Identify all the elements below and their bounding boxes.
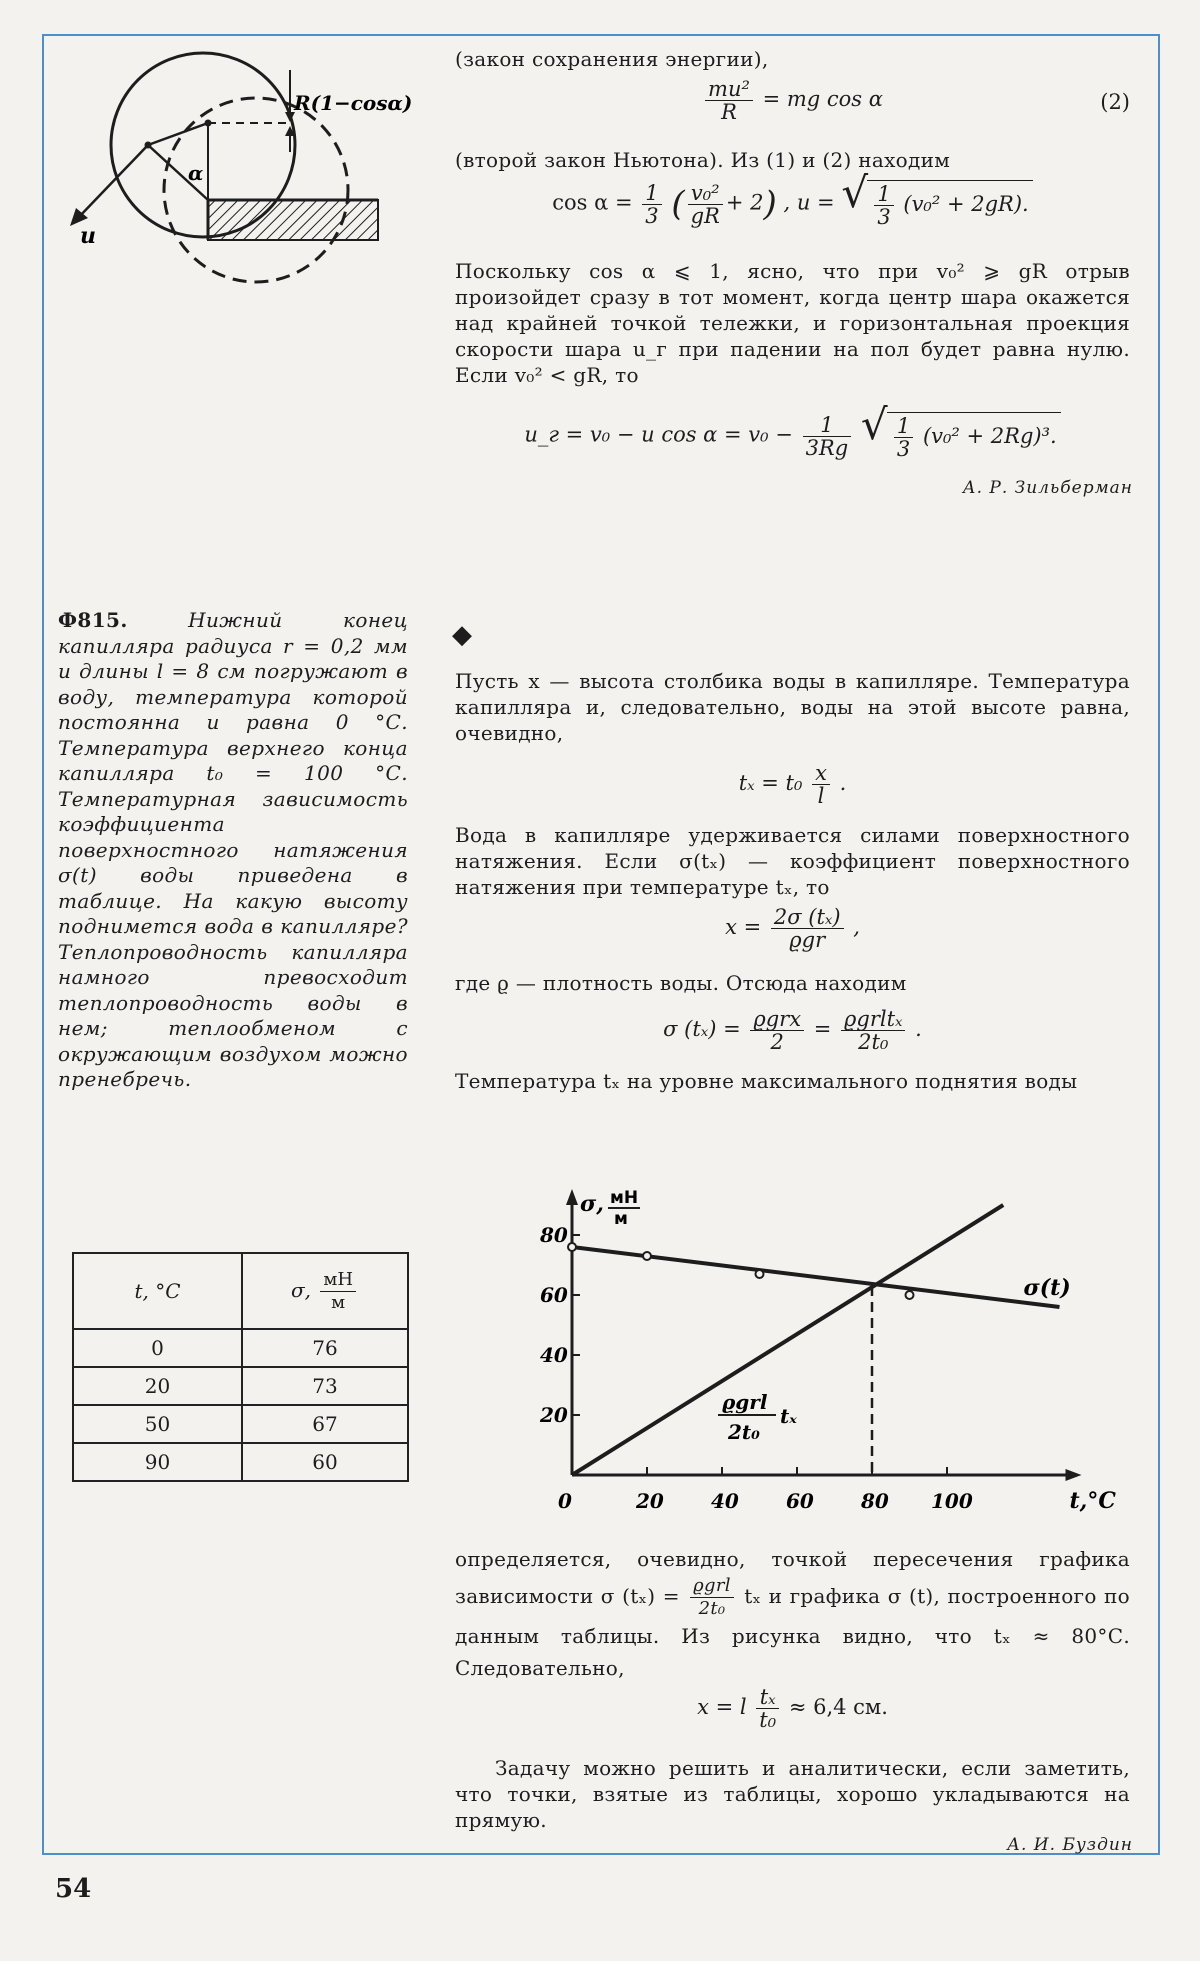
table-row: 90 60 xyxy=(73,1443,408,1481)
x-tick-label: 60 xyxy=(786,1489,814,1513)
top-line-2: (второй закон Ньютона). Из (1) и (2) находим xyxy=(455,148,951,172)
linear-label-den: 2t₀ xyxy=(728,1420,760,1444)
y-axis-label-sym: σ, xyxy=(580,1191,604,1217)
data-table xyxy=(72,1252,409,1482)
sigma-series-label: σ(t) xyxy=(1023,1275,1071,1301)
sigma-data-point xyxy=(568,1243,576,1251)
formula-tx: tₓ = t₀ $\frac{x}{l}$ . xyxy=(738,761,847,808)
solution-p3: где ϱ — плотность воды. Отсюда находим xyxy=(455,971,907,995)
x-tick-label: 40 xyxy=(711,1489,739,1513)
top-line-1: (закон сохранения энергии), xyxy=(455,47,769,71)
table-header-sigma: σ, $\frac{мН}{м}$ xyxy=(242,1253,408,1329)
label-alpha: α xyxy=(188,161,204,185)
y-tick-label: 20 xyxy=(540,1403,568,1427)
table-row: 50 67 xyxy=(73,1405,408,1443)
page-number: 54 xyxy=(55,1874,92,1904)
solution-p4: Температура tₓ на уровне максимального поднятия воды xyxy=(455,1069,1078,1093)
problem-text: Нижний конец капилляра радиуса r = 0,2 мм и длины l = 8 см погружают в воду, температура которой постоянна и равна 0 °С. Температура верхнего конца капилляра t₀ = 100 °С. Температурная зависимость коэффициента поверхностного натяжения σ(t) воды приведена в таблице. На какую высоту поднимется вода в капилляре? Теплопроводность капилляра намного превосходит теплопроводность воды в нем; теплообменом с окружающим воздухом можно пренебречь. xyxy=(58,608,408,1091)
signature-top: А. Р. Зильберман xyxy=(962,478,1133,498)
x-tick-label: 0 xyxy=(558,1489,572,1513)
formula-x: x = $\frac{\text{2σ (tₓ)}}{\text{ϱgr}}$ , xyxy=(725,905,860,952)
table-header-t: t, °С xyxy=(73,1253,242,1329)
sigma-data-point xyxy=(643,1252,651,1260)
solution-p2: Вода в капилляре удерживается силами поверхностного натяжения. Если σ(tₓ) — коэффициент поверхностного натяжения при температуре tₓ, то xyxy=(455,823,1130,899)
solution-p1: Пусть x — высота столбика воды в капилляре. Температура капилляра и, следовательно, воды на этой высоте равна, очевидно, xyxy=(455,669,1130,745)
x-tick-label: 80 xyxy=(861,1489,889,1513)
x-tick-label: 100 xyxy=(931,1489,973,1513)
sigma-data-point xyxy=(906,1291,914,1299)
signature-bottom: А. И. Буздин xyxy=(1007,1835,1133,1855)
cos-formula: cos α = $\frac{1}{3}$ ( $\frac{\text{v₀²}}{gR}$ + 2) , u = √ $\frac{1}{3}$ (v₀² + 2gR). xyxy=(455,180,1130,228)
y-axis-label-den: м xyxy=(614,1209,628,1229)
sigma-data-point xyxy=(756,1270,764,1278)
table-row: 20 73 xyxy=(73,1367,408,1405)
solution-marker: ◆ xyxy=(452,620,472,650)
solution-p6: Задачу можно решить и аналитически, если заметить, что точки, взятые из таблицы, хорошо укладываются на прямую. xyxy=(455,1756,1130,1832)
problem-label: Ф815. xyxy=(58,608,128,632)
linear-label-tail: tₓ xyxy=(780,1404,797,1428)
linear-label-num: ϱgrl xyxy=(722,1390,768,1414)
y-tick-label: 80 xyxy=(540,1223,568,1247)
y-axis-arrow xyxy=(566,1189,578,1205)
y-tick-label: 40 xyxy=(540,1343,568,1367)
equation-2: $\frac{\text{mu²}}{R}$ = mg cos α (2) xyxy=(455,78,1130,123)
sigma-chart xyxy=(515,1110,1116,1540)
label-u: u xyxy=(80,223,96,249)
y-axis-label-num: мН xyxy=(610,1188,639,1208)
formula-sigma: σ (tₓ) = $\frac{\text{ϱgrx}}{2}$ = $\frac{\text{ϱgrltₓ}}{\text{2t₀}}$ . xyxy=(663,1007,922,1054)
ur-formula: u_г = v₀ − u cos α = v₀ − $\frac{1}{3Rg}$ √ $\frac{1}{3}$ (v₀² + 2Rg)³. xyxy=(455,412,1130,460)
linear-line xyxy=(572,1205,1003,1475)
y-tick-label: 60 xyxy=(540,1283,568,1307)
top-paragraph: Поскольку cos α ⩽ 1, ясно, что при v₀² ⩾ gR отрыв произойдет сразу в тот момент, когда центр шара окажется над крайней точкой тележки, и горизонтальная проекция скорости шара u_г при падении на пол будет равна нулю. Если v₀² < gR, то xyxy=(455,259,1130,387)
x-axis-label: t,°C xyxy=(1069,1488,1116,1514)
equation-number: (2) xyxy=(1100,90,1130,114)
solution-p5: определяется, очевидно, точкой пересечения графика зависимости σ (tₓ) = $\frac{\text{ϱgrl}}{\text{2t₀}}$ tₓ и графика σ (t), построенного по данным таблицы. Из рисунка видно, что tₓ ≈ 80°С. Следовательно, xyxy=(455,1547,1130,1680)
problem-statement xyxy=(58,608,408,1093)
formula-final: x = l $\frac{\text{tₓ}}{\text{t₀}}$ ≈ 6,4 см. xyxy=(697,1685,888,1732)
table-row: 0 76 xyxy=(73,1329,408,1367)
ball-diagram xyxy=(58,40,418,250)
x-tick-label: 20 xyxy=(636,1489,664,1513)
label-r-cos: R(1−cosα) xyxy=(294,91,413,115)
